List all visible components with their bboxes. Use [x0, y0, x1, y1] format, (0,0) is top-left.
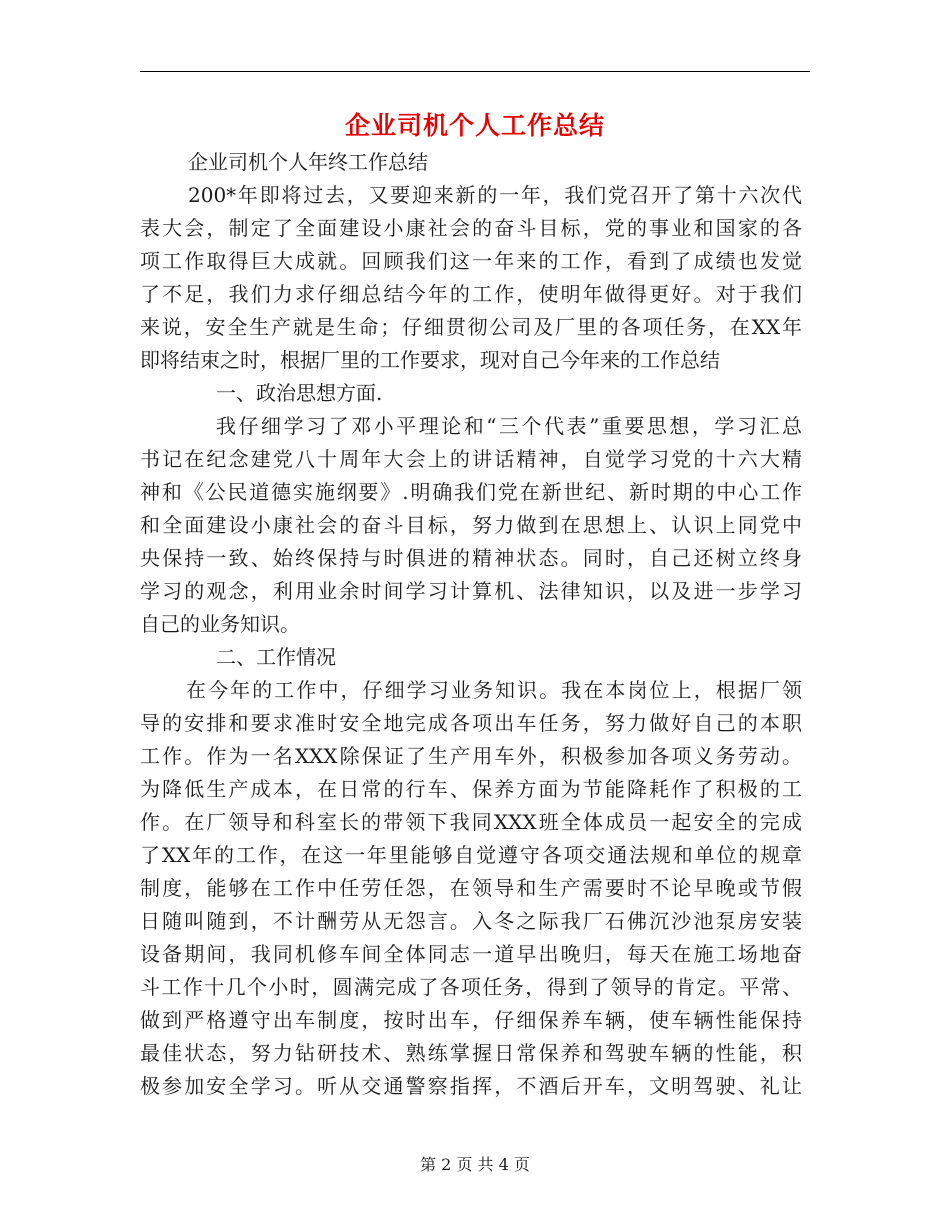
paragraph-line: 即将结束之时，根据厂里的工作要求，现对自己今年来的工作总结: [140, 348, 720, 372]
paragraph-line: 学习的观念，利用业余时间学习计算机、法律知识，以及进一步学习: [140, 579, 802, 603]
paragraph-line: 我仔细学习了邓小平理论和“三个代表”重要思想，学习汇总: [216, 414, 802, 438]
paragraph-line: 项工作取得巨大成就。回顾我们这一年来的工作，看到了成绩也发觉: [140, 249, 802, 273]
paragraph-line: 为降低生产成本，在日常的行车、保养方面为节能降耗作了积极的工: [140, 777, 802, 801]
paragraph-line: 200*年即将过去，又要迎来新的一年，我们党召开了第十六次代: [188, 183, 802, 207]
paragraph-line: 神和《公民道德实施纲要》.明确我们党在新世纪、新时期的中心工作: [140, 480, 802, 504]
document-body: [140, 146, 802, 1103]
paragraph-line: 了XX年的工作，在这一年里能够自觉遵守各项交通法规和单位的规章: [140, 843, 802, 867]
paragraph-line: 和全面建设小康社会的奋斗目标，努力做到在思想上、认识上同党中: [140, 513, 802, 537]
paragraph-line: 工作。作为一名XXX除保证了生产用车外，积极参加各项义务劳动。: [140, 744, 802, 768]
paragraph-line: 表大会，制定了全面建设小康社会的奋斗目标，党的事业和国家的各: [140, 216, 802, 240]
paragraph-work: [140, 674, 802, 1103]
paragraph-line: 自己的业务知识。: [140, 612, 300, 636]
paragraph-line: 最佳状态，努力钻研技术、熟练掌握日常保养和驾驶车辆的性能，积: [140, 1041, 802, 1065]
header-rule: [140, 71, 810, 72]
paragraph-line: 了不足，我们力求仔细总结今年的工作，使明年做得更好。对于我们: [140, 282, 802, 306]
paragraph-line: 斗工作十几个小时，圆满完成了各项任务，得到了领导的肯定。平常、: [140, 975, 802, 999]
paragraph-line: 书记在纪念建党八十周年大会上的讲话精神，自觉学习党的十六大精: [140, 447, 802, 471]
paragraph-line: 来说，安全生产就是生命；仔细贯彻公司及厂里的各项任务，在XX年: [140, 315, 802, 339]
section-heading-politics: 一、政治思想方面.: [216, 381, 383, 405]
paragraph-line: 在今年的工作中，仔细学习业务知识。我在本岗位上，根据厂领: [186, 678, 802, 702]
section-heading-work: 二、工作情况: [216, 645, 336, 669]
paragraph-line: 作。在厂领导和科室长的带领下我同XXX班全体成员一起安全的完成: [140, 810, 802, 834]
paragraph-politics: [140, 410, 802, 641]
page-number-footer: 第 2 页 共 4 页: [420, 1155, 530, 1174]
paragraph-line: 设备期间，我同机修车间全体同志一道早出晚归，每天在施工场地奋: [140, 942, 802, 966]
paragraph-line: 日随叫随到，不计酬劳从无怨言。入冬之际我厂石佛沉沙池泵房安装: [140, 909, 802, 933]
paragraph-intro: [140, 179, 802, 377]
paragraph-line: 极参加安全学习。听从交通警察指挥，不酒后开车，文明驾驶、礼让: [140, 1074, 802, 1098]
paragraph-line: 导的安排和要求准时安全地完成各项出车任务，努力做好自己的本职: [140, 711, 802, 735]
paragraph-line: 央保持一致、始终保持与时俱进的精神状态。同时，自己还树立终身: [140, 546, 802, 570]
document-title: 企业司机个人工作总结: [344, 111, 605, 140]
document-subtitle: 企业司机个人年终工作总结: [188, 150, 428, 174]
paragraph-line: 制度，能够在工作中任劳任怨，在领导和生产需要时不论早晚或节假: [140, 876, 802, 900]
paragraph-line: 做到严格遵守出车制度，按时出车，仔细保养车辆，使车辆性能保持: [140, 1008, 802, 1032]
